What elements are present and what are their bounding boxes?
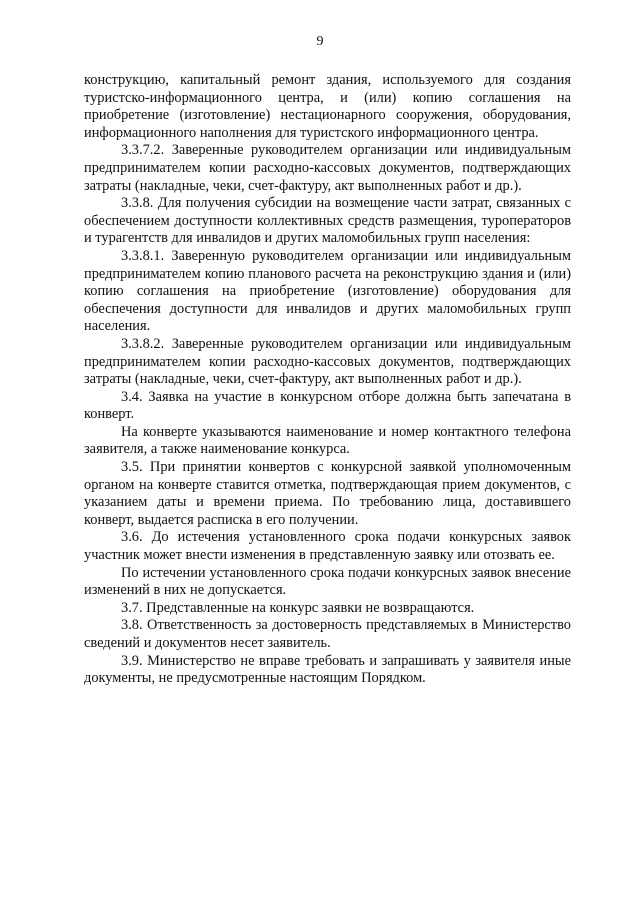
paragraph-3-4: 3.4. Заявка на участие в конкурсном отборе должна быть запечатана в конверт. bbox=[84, 388, 571, 423]
paragraph-3-5: 3.5. При принятии конвертов с конкурсной заявкой уполномоченным органом на конверте ставится отметка, подтверждающая прием документов, с указанием даты и времени приема. По требованию лица, доставившего конверт, выдается расписка в его получении. bbox=[84, 459, 571, 528]
paragraph-3-3-8: 3.3.8. Для получения субсидии на возмещение части затрат, связанных с обеспечением доступности коллективных средств размещения, туроператоров и турагентств для инвалидов и других маломобильных групп населения: bbox=[84, 195, 571, 247]
paragraph-3-3-7-2: 3.3.7.2. Заверенные руководителем организации или индивидуальным предпринимателем копии расходно-кассовых документов, подтверждающих затраты (накладные, чеки, счет-фактуру, акт выполненных работ и др.). bbox=[84, 142, 571, 194]
page-number: 9 bbox=[316, 34, 324, 49]
paragraph-envelope-info: На конверте указываются наименование и номер контактного телефона заявителя, а также наименование конкурса. bbox=[84, 423, 571, 458]
paragraph-3-9: 3.9. Министерство не вправе требовать и запрашивать у заявителя иные документы, не предусмотренные настоящим Порядком. bbox=[84, 652, 571, 687]
paragraph-3-6: 3.6. До истечения установленного срока подачи конкурсных заявок участник может внести изменения в представленную заявку или отозвать ее. bbox=[84, 529, 571, 564]
paragraph-3-3-8-1: 3.3.8.1. Заверенную руководителем организации или индивидуальным предпринимателем копию планового расчета на реконструкцию здания и (или) копию соглашения на приобретение (изготовление) оборудования для обеспечения доступности для инвалидов и других маломобильных групп населения. bbox=[84, 247, 571, 335]
paragraph-deadline-changes: По истечении установленного срока подачи конкурсных заявок внесение изменений в них не допускается. bbox=[84, 564, 571, 599]
paragraph-3-7: 3.7. Представленные на конкурс заявки не возвращаются. bbox=[121, 599, 475, 616]
paragraph-3-8: 3.8. Ответственность за достоверность представляемых в Министерство сведений и документов несет заявитель. bbox=[84, 617, 571, 651]
document-body bbox=[84, 72, 571, 688]
paragraph-3-3-8-2: 3.3.8.2. Заверенные руководителем организации или индивидуальным предпринимателем копии расходно-кассовых документов, подтверждающих затраты (накладные, чеки, счет-фактуру, акт выполненных работ и др.). bbox=[84, 335, 571, 388]
paragraph-intro-continuation: конструкцию, капитальный ремонт здания, используемого для создания туристско-информационного центра, и (или) копию соглашения на приобретение (изготовление) нестационарного сооружения, оборудования, информационного наполнения для туристского информационного центра. bbox=[84, 72, 571, 141]
